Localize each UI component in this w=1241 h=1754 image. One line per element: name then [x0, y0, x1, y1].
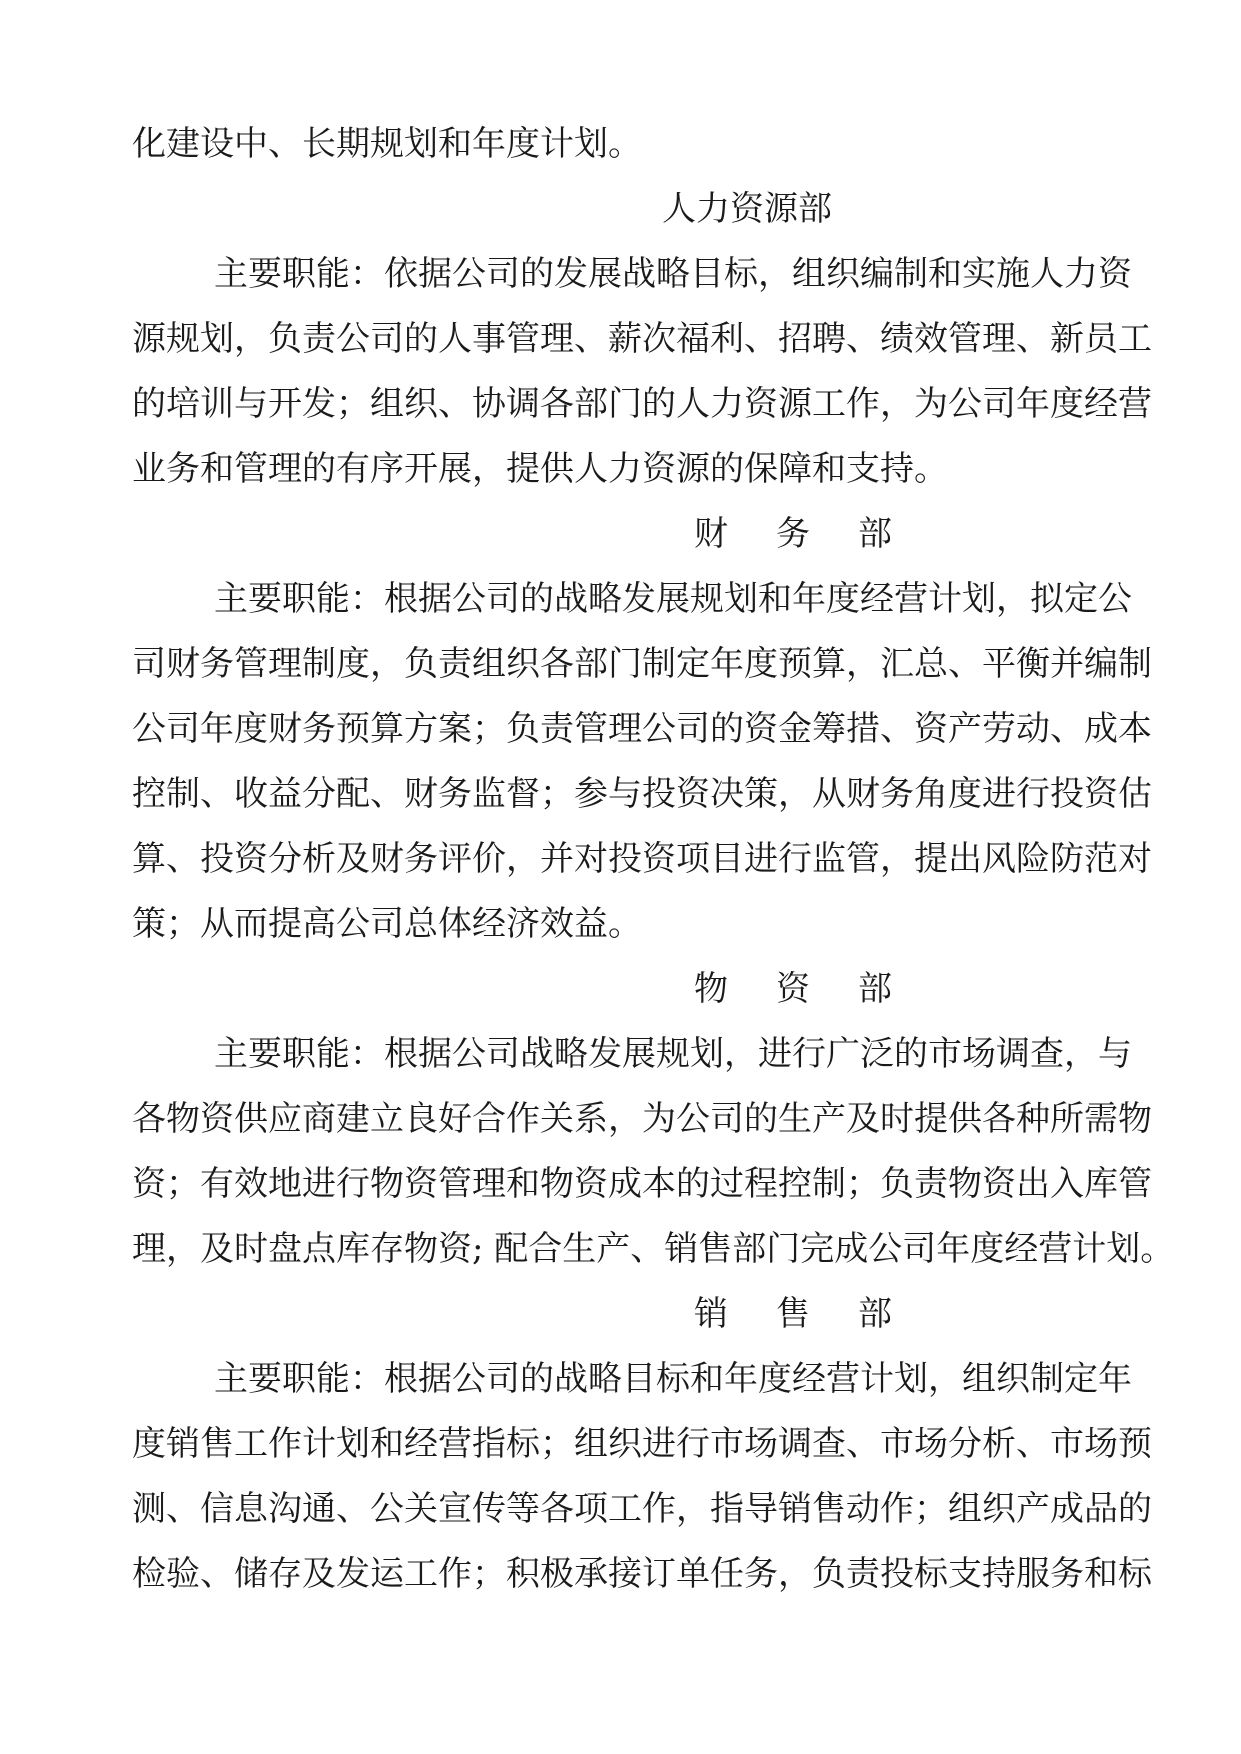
section-title-char: 部: [858, 1294, 892, 1334]
section-title-char: 资: [776, 969, 810, 1009]
finance-paragraph-line: 司财务管理制度，负责组织各部门制定年度预算，汇总、平衡并编制: [132, 644, 1152, 684]
section-title-char: 销: [694, 1294, 728, 1334]
finance-paragraph-line: 主要职能：根据公司的战略发展规划和年度经营计划，拟定公: [214, 579, 1132, 619]
sales-paragraph-line: 测、信息沟通、公关宣传等各项工作，指导销售动作；组织产成品的: [132, 1489, 1152, 1529]
hr-paragraph-line: 源规划，负责公司的人事管理、薪次福利、招聘、绩效管理、新员工: [132, 319, 1152, 359]
materials-paragraph-line: 理，及时盘点库存物资; 配合生产、销售部门完成公司年度经营计划。: [132, 1229, 1175, 1269]
finance-paragraph-line: 公司年度财务预算方案；负责管理公司的资金筹措、资产劳动、成本: [132, 709, 1152, 749]
hr-paragraph-line: 的培训与开发；组织、协调各部门的人力资源工作，为公司年度经营: [132, 384, 1152, 424]
section-title-char: 部: [858, 514, 892, 554]
finance-paragraph-line: 控制、收益分配、财务监督；参与投资决策，从财务角度进行投资估: [132, 774, 1152, 814]
finance-paragraph-line: 算、投资分析及财务评价，并对投资项目进行监管，提出风险防范对: [132, 839, 1152, 879]
materials-paragraph-line: 各物资供应商建立良好合作关系，为公司的生产及时提供各种所需物: [132, 1099, 1152, 1139]
section-title-char: 物: [694, 969, 728, 1009]
section-title-char: 财: [694, 514, 728, 554]
finance-paragraph-line: 策；从而提高公司总体经济效益。: [132, 904, 642, 944]
section-title-hr: 人力资源部: [662, 189, 832, 229]
section-title-char: 部: [858, 969, 892, 1009]
hr-paragraph-line: 业务和管理的有序开展，提供人力资源的保障和支持。: [132, 449, 948, 489]
sales-paragraph-line: 度销售工作计划和经营指标；组织进行市场调查、市场分析、市场预: [132, 1424, 1152, 1464]
section-title-sales: [132, 1282, 1116, 1347]
intro-line: 化建设中、长期规划和年度计划。: [132, 124, 642, 164]
document-page: [132, 112, 1175, 1607]
materials-paragraph-line: 主要职能：根据公司战略发展规划，进行广泛的市场调查，与: [214, 1034, 1132, 1074]
section-title-char: 售: [776, 1294, 810, 1334]
hr-paragraph-line: 主要职能：依据公司的发展战略目标，组织编制和实施人力资: [214, 254, 1132, 294]
materials-paragraph-line: 资；有效地进行物资管理和物资成本的过程控制；负责物资出入库管: [132, 1164, 1152, 1204]
sales-paragraph-line: 主要职能：根据公司的战略目标和年度经营计划，组织制定年: [214, 1359, 1132, 1399]
section-title-char: 务: [776, 514, 810, 554]
section-title-finance: [132, 502, 1116, 567]
section-title-materials: [132, 957, 1116, 1022]
sales-paragraph-line: 检验、储存及发运工作；积极承接订单任务，负责投标支持服务和标: [132, 1554, 1152, 1594]
